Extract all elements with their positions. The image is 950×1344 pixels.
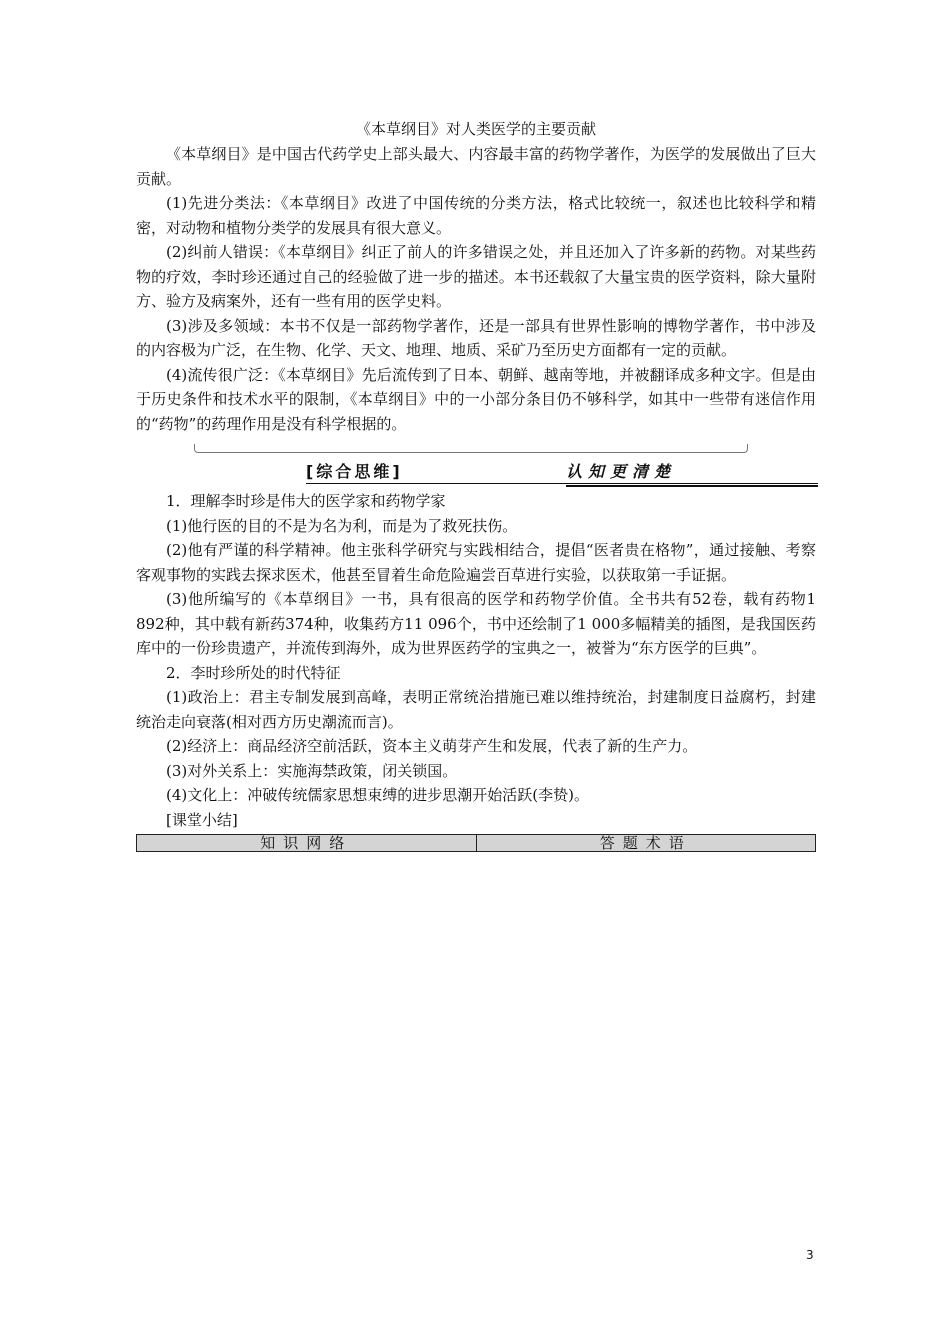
paragraph: (2)经济上：商品经济空前活跃，资本主义萌芽产生和发展，代表了新的生产力。 xyxy=(166,737,698,755)
summary-table xyxy=(136,834,816,852)
paragraph: 《本草纲目》是中国古代药学史上部头最大、内容最丰富的药物学著作，为医学的发展做出了巨大贡献。 xyxy=(136,145,816,188)
table-header-knowledge: 知识网络 xyxy=(137,835,477,852)
page-number: 3 xyxy=(806,1248,814,1262)
page-content xyxy=(136,118,816,852)
section-banner xyxy=(136,455,816,489)
banner-rule xyxy=(306,483,818,484)
table-header-terms: 答题术语 xyxy=(476,835,816,852)
paragraph: (3)他所编写的《本草纲目》一书，具有很高的医学和药物学价值。全书共有52卷，载有药物1 892种，其中载有新药374种，收集药方11 096个，书中还绘制了1 000多幅精美的插图，是我国医药库中的一份珍贵遗产，并流传到海外，成为世界医药学的宝典之一，被誉为“东方医学的巨典”。 xyxy=(136,590,816,657)
table-row xyxy=(137,835,816,852)
box-border xyxy=(194,444,748,453)
paragraph: (3)对外关系上：实施海禁政策，闭关锁国。 xyxy=(166,761,458,780)
paragraph: (1)他行医的目的不是为名为利，而是为了救死扶伤。 xyxy=(166,516,518,535)
paragraph: 1．理解李时珍是伟大的医学家和药物学家 xyxy=(166,492,446,510)
banner-rule-thick xyxy=(566,485,818,487)
banner-label: [综合思维] xyxy=(306,462,403,481)
section-title: 《本草纲目》对人类医学的主要贡献 xyxy=(355,120,596,138)
paragraph: (4)流传很广泛：《本草纲目》先后流传到了日本、朝鲜、越南等地，并被翻译成多种文字。但是由于历史条件和技术水平的限制，《本草纲目》中的一小部分条目仍不够科学，如其中一些带有迷信作用的“药物”的药理作用是没有科学根据的。 xyxy=(136,365,816,433)
paragraph: 2．李时珍所处的时代特征 xyxy=(166,663,341,682)
paragraph: (1)先进分类法：《本草纲目》改进了中国传统的分类方法，格式比较统一，叙述也比较科学和精密，对动物和植物分类学的发展具有很大意义。 xyxy=(136,194,816,237)
paragraph: (4)文化上：冲破传统儒家思想束缚的进步思潮开始活跃(李贽)。 xyxy=(166,786,589,804)
paragraph: (1)政治上：君主专制发展到高峰，表明正常统治措施已难以维持统治，封建制度日益腐朽，封建统治走向衰落(相对西方历史潮流而言)。 xyxy=(136,688,816,731)
paragraph: (2)纠前人错误：《本草纲目》纠正了前人的许多错误之处，并且还加入了许多新的药物。对某些药物的疗效，李时珍还通过自己的经验做了进一步的描述。本书还载叙了大量宝贵的医学资料，除大量附方、验方及病案外，还有一些有用的医学史料。 xyxy=(136,243,816,310)
paragraph: (2)他有严谨的科学精神。他主张科学研究与实践相结合，提倡“医者贵在格物”，通过接触、考察客观事物的实践去探求医术，他甚至冒着生命危险遍尝百草进行实验，以获取第一手证据。 xyxy=(136,541,816,584)
paragraph: [课堂小结] xyxy=(166,810,238,829)
banner-slogan: 认知更清楚 xyxy=(566,462,677,481)
paragraph: (3)涉及多领域：本书不仅是一部药物学著作，还是一部具有世界性影响的博物学著作，书中涉及的内容极为广泛，在生物、化学、天文、地理、地质、采矿乃至历史方面都有一定的贡献。 xyxy=(136,316,816,359)
